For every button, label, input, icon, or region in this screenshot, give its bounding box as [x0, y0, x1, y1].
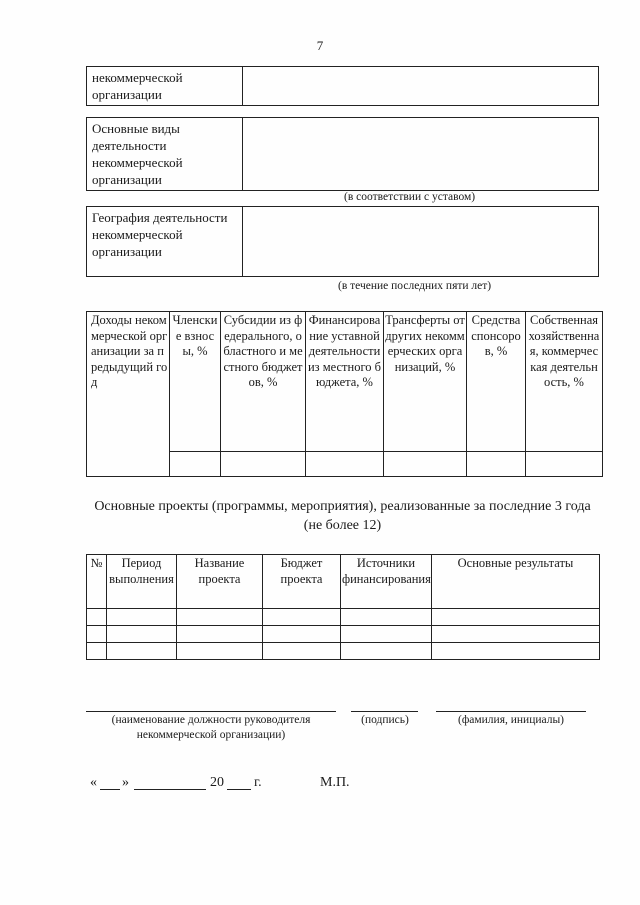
- month-blank[interactable]: [134, 789, 206, 790]
- projects-header-sources: Источники финансирования: [341, 555, 432, 609]
- name-caption: (фамилия, инициалы): [457, 714, 565, 726]
- table-row: [87, 626, 600, 643]
- project-cell[interactable]: [107, 643, 177, 660]
- income-table: [86, 311, 603, 477]
- income-cell-commercial[interactable]: [526, 452, 603, 477]
- org-type-label: некоммерческой организации: [87, 67, 243, 106]
- signature-line[interactable]: [351, 711, 418, 712]
- projects-table: [86, 554, 600, 660]
- stamp-label: М.П.: [320, 775, 350, 790]
- org-type-value[interactable]: [243, 67, 599, 106]
- project-cell[interactable]: [87, 626, 107, 643]
- geography-label: География деятельности некоммерческой организации: [87, 207, 243, 277]
- activities-value[interactable]: [243, 118, 599, 191]
- signature-caption: (подпись): [361, 714, 409, 726]
- income-cell-subsidies[interactable]: [221, 452, 306, 477]
- position-caption: (наименование должности руководителя некоммерческой организации): [111, 714, 311, 741]
- project-cell[interactable]: [107, 626, 177, 643]
- activities-note: (в соответствии с уставом): [344, 191, 476, 203]
- income-cell-membership[interactable]: [170, 452, 221, 477]
- open-quote: «: [90, 775, 97, 790]
- table-row: [87, 609, 600, 626]
- projects-header-name: Название проекта: [177, 555, 263, 609]
- income-header-local-budget: Финансирование уставной деятельности из местного бюджета, %: [306, 312, 384, 452]
- project-cell[interactable]: [432, 626, 600, 643]
- income-header-commercial: Собственная хозяйственная, коммерческая деятельность, %: [526, 312, 603, 452]
- position-line[interactable]: [86, 711, 336, 712]
- project-cell[interactable]: [107, 609, 177, 626]
- projects-header-period: Период выполнения: [107, 555, 177, 609]
- activities-table: [86, 117, 599, 191]
- income-header-subsidies: Субсидии из федерального, областного и местного бюджетов, %: [221, 312, 306, 452]
- project-cell[interactable]: [432, 609, 600, 626]
- geography-value[interactable]: [243, 207, 599, 277]
- project-cell[interactable]: [263, 626, 341, 643]
- project-cell[interactable]: [341, 626, 432, 643]
- name-line[interactable]: [436, 711, 586, 712]
- project-cell[interactable]: [263, 643, 341, 660]
- project-cell[interactable]: [177, 643, 263, 660]
- project-cell[interactable]: [87, 609, 107, 626]
- income-header-total: Доходы некоммерческой организации за предыдущий год: [87, 312, 170, 477]
- table-row: [87, 643, 600, 660]
- year-suffix: г.: [254, 775, 262, 790]
- project-cell[interactable]: [432, 643, 600, 660]
- close-quote: »: [122, 775, 129, 790]
- year-blank[interactable]: [227, 789, 251, 790]
- project-cell[interactable]: [177, 609, 263, 626]
- projects-heading: Основные проекты (программы, мероприятия), реализованные за последние 3 года (не более 12): [94, 499, 591, 533]
- project-cell[interactable]: [341, 609, 432, 626]
- project-cell[interactable]: [263, 609, 341, 626]
- projects-header-results: Основные результаты: [432, 555, 600, 609]
- income-header-transfers: Трансферты от других некоммерческих организаций, %: [384, 312, 467, 452]
- year-prefix: 20: [210, 775, 224, 790]
- income-cell-sponsors[interactable]: [467, 452, 526, 477]
- org-type-table: [86, 66, 599, 106]
- project-cell[interactable]: [87, 643, 107, 660]
- day-blank[interactable]: [100, 789, 120, 790]
- income-header-membership: Членские взносы, %: [170, 312, 221, 452]
- income-header-sponsors: Средства спонсоров, %: [467, 312, 526, 452]
- projects-header-budget: Бюджет проекта: [263, 555, 341, 609]
- activities-label: Основные виды деятельности некоммерческой организации: [87, 118, 243, 191]
- project-cell[interactable]: [177, 626, 263, 643]
- income-cell-local-budget[interactable]: [306, 452, 384, 477]
- geography-table: [86, 206, 599, 277]
- project-cell[interactable]: [341, 643, 432, 660]
- geography-note: (в течение последних пяти лет): [338, 280, 492, 292]
- income-cell-transfers[interactable]: [384, 452, 467, 477]
- page-number: 7: [316, 38, 324, 53]
- projects-header-number: №: [87, 555, 107, 609]
- date-line: [90, 774, 450, 794]
